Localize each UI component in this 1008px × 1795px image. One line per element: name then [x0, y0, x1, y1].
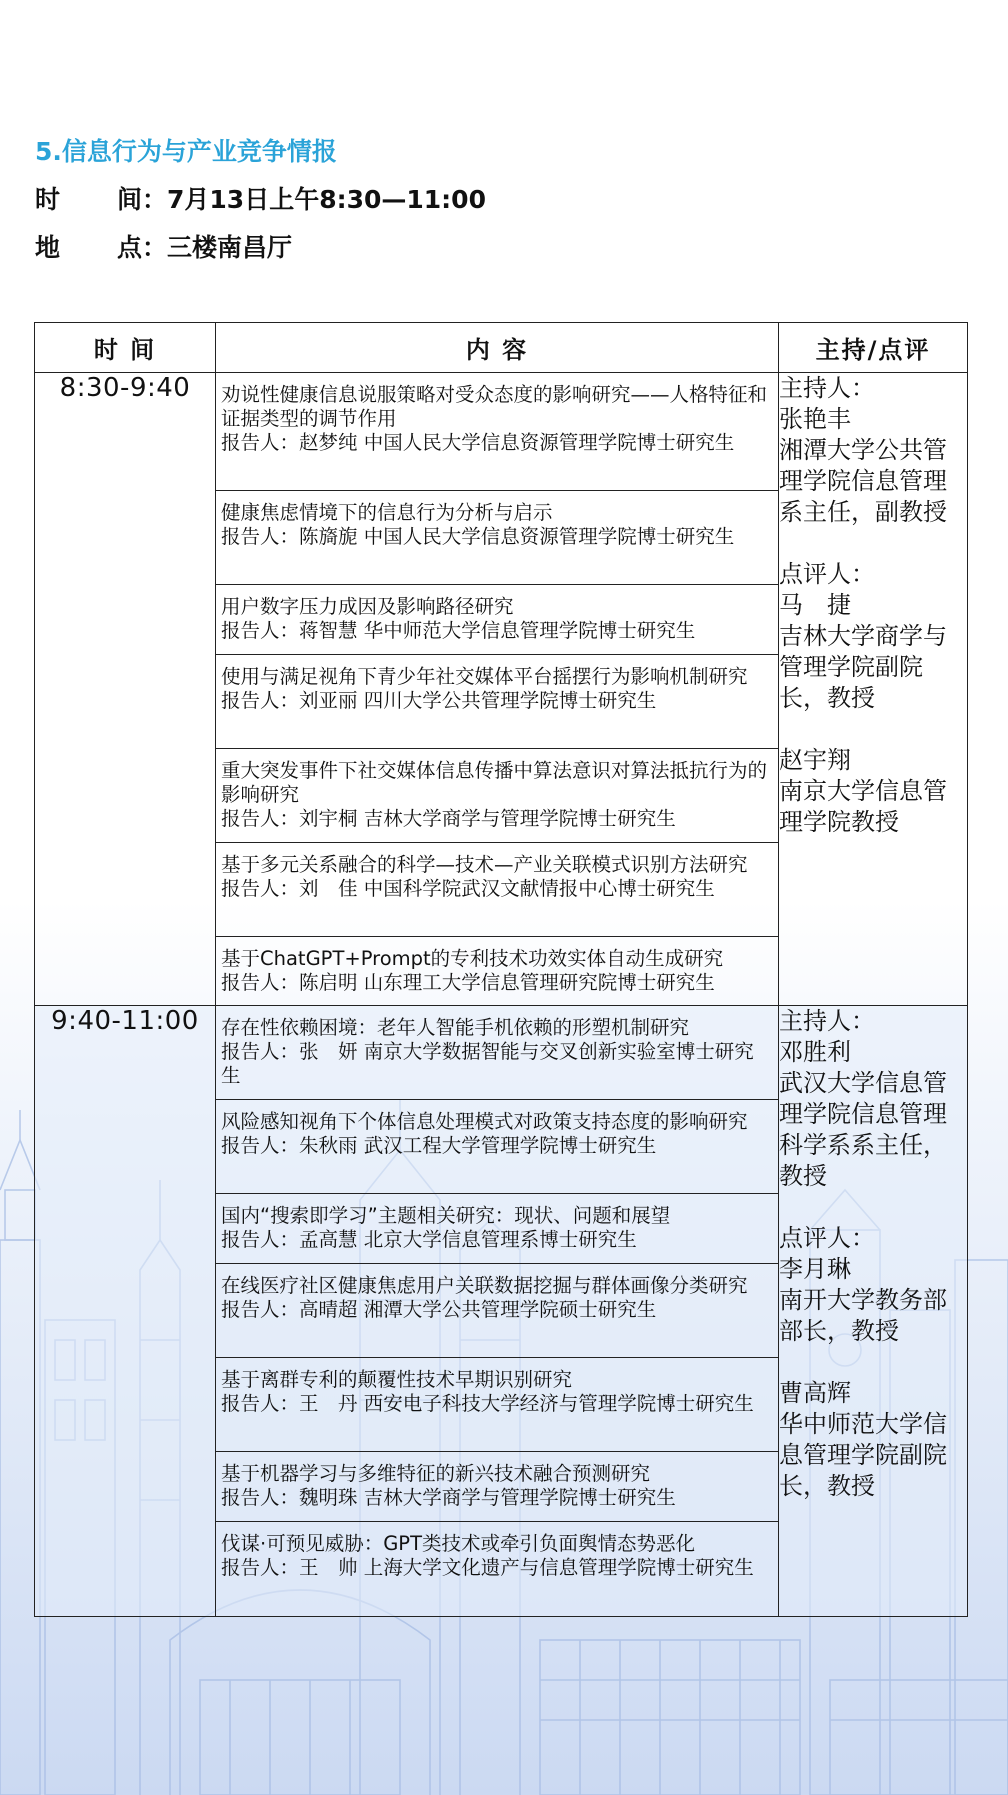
- talk-title: 风险感知视角下个体信息处理模式对政策支持态度的影响研究: [221, 1110, 748, 1133]
- talk-item: [216, 1264, 778, 1358]
- time-label-2: 间：: [117, 185, 168, 214]
- talk-item: [216, 373, 778, 491]
- talk-item: [216, 585, 778, 655]
- talk-reporter: 报告人：刘亚丽 四川大学公共管理学院博士研究生: [221, 689, 657, 712]
- talk-reporter: 报告人：陈启明 山东理工大学信息管理研究院博士研究生: [221, 971, 715, 994]
- talk-title: 基于机器学习与多维特征的新兴技术融合预测研究: [221, 1462, 651, 1485]
- talk-reporter: 报告人：刘宇桐 吉林大学商学与管理学院博士研究生: [221, 807, 676, 830]
- talk-title: 健康焦虑情境下的信息行为分析与启示: [221, 501, 553, 524]
- host-line: 点评人：: [779, 560, 875, 588]
- session-time: 8:30-9:40: [35, 373, 216, 1006]
- talk-reporter: 报告人：高晴超 湘潭大学公共管理学院硕士研究生: [221, 1298, 657, 1321]
- time-value: 7月13日上午8:30—11:00: [167, 185, 486, 214]
- talk-reporter: 报告人：孟高慧 北京大学信息管理系博士研究生: [221, 1228, 637, 1251]
- host-line: 湘潭大学公共管理学院信息管理系主任，副教授: [779, 436, 947, 526]
- host-line: 南开大学教务部部长，教授: [779, 1286, 947, 1345]
- talk-reporter: 报告人：朱秋雨 武汉工程大学管理学院博士研究生: [221, 1134, 657, 1157]
- talk-item: [216, 1358, 778, 1452]
- talk-title: 国内“搜索即学习”主题相关研究：现状、问题和展望: [221, 1204, 671, 1227]
- host-line: 赵宇翔: [779, 746, 851, 774]
- time-line: [35, 180, 486, 216]
- host-line: 主持人：: [779, 374, 875, 402]
- talk-reporter: 报告人：陈旖旎 中国人民大学信息资源管理学院博士研究生: [221, 525, 735, 548]
- host-group: [779, 373, 967, 528]
- host-line: 武汉大学信息管理学院信息管理科学系系主任，教授: [779, 1069, 947, 1190]
- host-group: [779, 1006, 967, 1192]
- session-hosts: [779, 373, 968, 1006]
- session-talks: [216, 1006, 779, 1617]
- host-line: 华中师范大学信息管理学院副院长，教授: [779, 1410, 947, 1500]
- talk-reporter: 报告人：刘 佳 中国科学院武汉文献情报中心博士研究生: [221, 877, 715, 900]
- talk-reporter: 报告人：张 妍 南京大学数据智能与交叉创新实验室博士研究生: [221, 1040, 754, 1087]
- host-group: [779, 559, 967, 714]
- host-line: 张艳丰: [779, 405, 851, 433]
- talk-item: [216, 1100, 778, 1194]
- talk-reporter: 报告人：王 帅 上海大学文化遗产与信息管理学院博士研究生: [221, 1556, 754, 1579]
- host-group: [779, 1223, 967, 1347]
- place-line: [35, 228, 292, 264]
- talk-item: [216, 1452, 778, 1522]
- session-hosts: [779, 1006, 968, 1617]
- table-header-row: [35, 323, 968, 373]
- place-label-1: 地: [35, 233, 61, 262]
- section-title: 5.信息行为与产业竞争情报: [35, 137, 337, 166]
- talk-reporter: 报告人：蒋智慧 华中师范大学信息管理学院博士研究生: [221, 619, 696, 642]
- talk-reporter: 报告人：魏明珠 吉林大学商学与管理学院博士研究生: [221, 1486, 676, 1509]
- talk-title: 伐谋·可预见威胁：GPT类技术或牵引负面舆情态势恶化: [221, 1532, 695, 1555]
- talk-item: [216, 843, 778, 937]
- talk-title: 重大突发事件下社交媒体信息传播中算法意识对算法抵抗行为的影响研究: [221, 759, 768, 806]
- talk-title: 在线医疗社区健康焦虑用户关联数据挖掘与群体画像分类研究: [221, 1274, 748, 1297]
- host-group: [779, 1378, 967, 1502]
- talk-title: 劝说性健康信息说服策略对受众态度的影响研究——人格特征和证据类型的调节作用: [221, 383, 768, 430]
- talk-title: 基于多元关系融合的科学—技术—产业关联模式识别方法研究: [221, 853, 748, 876]
- host-line: 点评人：: [779, 1224, 875, 1252]
- talk-title: 基于ChatGPT+Prompt的专利技术功效实体自动生成研究: [221, 947, 724, 970]
- place-label-2: 点：: [117, 233, 168, 262]
- time-label-1: 时: [35, 185, 61, 214]
- host-line: 吉林大学商学与管理学院副院长，教授: [779, 622, 947, 712]
- session-row-1: [35, 373, 968, 1006]
- talk-item: [216, 1522, 778, 1616]
- talk-item: [216, 749, 778, 843]
- header-host: 主持/点评: [779, 323, 968, 373]
- host-line: 主持人：: [779, 1007, 875, 1035]
- header-content: 内 容: [216, 323, 779, 373]
- talk-title: 存在性依赖困境：老年人智能手机依赖的形塑机制研究: [221, 1016, 690, 1039]
- host-line: 马 捷: [779, 591, 851, 619]
- host-line: 南京大学信息管理学院教授: [779, 777, 947, 836]
- host-line: 李月琳: [779, 1255, 851, 1283]
- talk-title: 基于离群专利的颠覆性技术早期识别研究: [221, 1368, 573, 1391]
- header-time: 时 间: [35, 323, 216, 373]
- host-line: 曹高辉: [779, 1379, 851, 1407]
- session-talks: [216, 373, 779, 1006]
- schedule-table: [34, 322, 968, 1617]
- talk-reporter: 报告人：王 丹 西安电子科技大学经济与管理学院博士研究生: [221, 1392, 754, 1415]
- talk-item: [216, 655, 778, 749]
- talk-item: [216, 1006, 778, 1100]
- talk-title: 用户数字压力成因及影响路径研究: [221, 595, 514, 618]
- place-value: 三楼南昌厅: [167, 233, 293, 262]
- session-time: 9:40-11:00: [35, 1006, 216, 1617]
- host-group: [779, 745, 967, 838]
- host-line: 邓胜利: [779, 1038, 851, 1066]
- talk-item: [216, 937, 778, 1005]
- talk-reporter: 报告人：赵梦纯 中国人民大学信息资源管理学院博士研究生: [221, 431, 735, 454]
- talk-item: [216, 491, 778, 585]
- talk-item: [216, 1194, 778, 1264]
- talk-title: 使用与满足视角下青少年社交媒体平台摇摆行为影响机制研究: [221, 665, 748, 688]
- session-row-2: [35, 1006, 968, 1617]
